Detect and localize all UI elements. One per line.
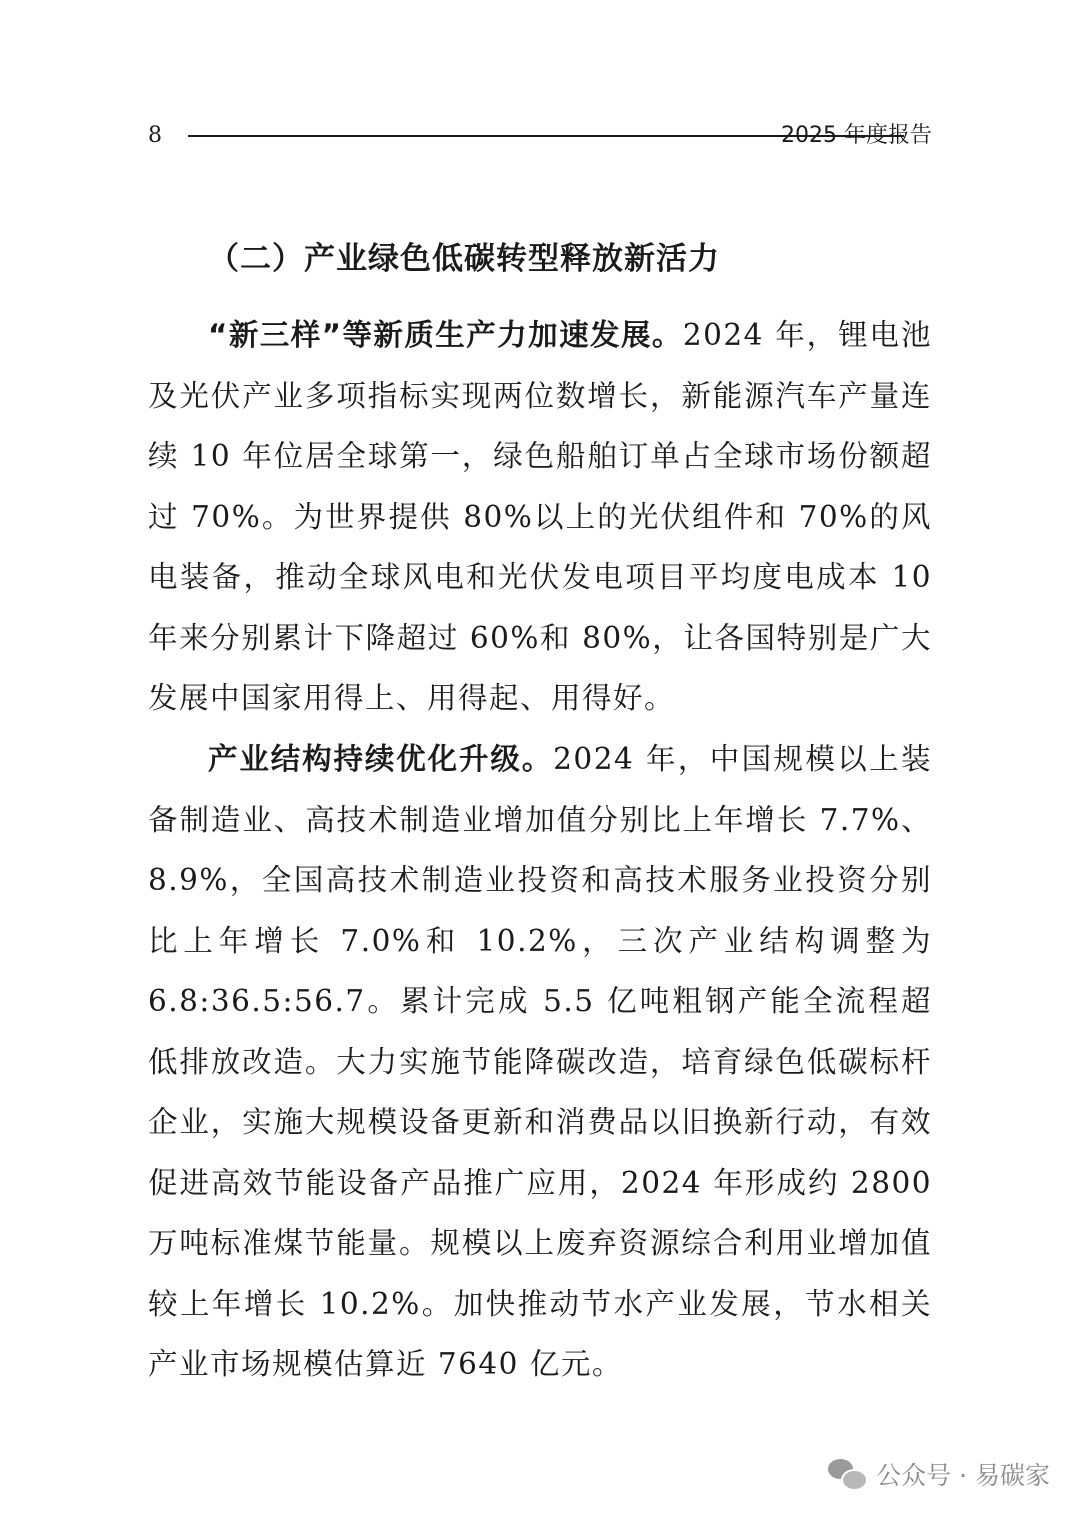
paragraph-industrial-structure (148, 729, 932, 1395)
paragraph-text: 2024 年，中国规模以上装备制造业、高技术制造业增加值分别比上年增长 7.7%、8.9%，全国高技术制造业投资和高技术服务业投资分别比上年增长 7.0%和 10.2%，三次产业结构调整为 6.8:36.5:56.7。累计完成 5.5 亿吨粗钢产能全流程超低排放改造。大力实施节能降碳改造，培育绿色低碳标杆企业，实施大规模设备更新和消费品以旧换新行动，有效促进高效节能设备产品推广应用，2024 年形成约 2800 万吨标准煤节能量。规模以上废弃资源综合利用业增加值较上年增长 10.2%。加快推动节水产业发展，节水相关产业市场规模估算近 7640 亿元。 (148, 742, 932, 1381)
paragraph-lead: 产业结构持续优化升级。 (208, 742, 554, 776)
page-header (148, 118, 932, 154)
wechat-icon (828, 1457, 866, 1491)
paragraph-new-productivity (148, 305, 932, 729)
running-title: 2025 年度报告 (781, 123, 932, 148)
paragraph-text: 2024 年，锂电池及光伏产业多项指标实现两位数增长，新能源汽车产量连续 10 年位居全球第一，绿色船舶订单占全球市场份额超过 70%。为世界提供 80%以上的光伏组件和 70%的风电装备，推动全球风电和光伏发电项目平均度电成本 10 年来分别累计下降超过 60%和 80%，让各国特别是广大发展中国家用得上、用得起、用得好。 (148, 318, 933, 715)
section-heading: （二）产业绿色低碳转型释放新活力 (208, 241, 720, 277)
paragraph-lead: “新三样”等新质生产力加速发展。 (208, 318, 683, 352)
page-number: 8 (148, 123, 162, 148)
watermark-text: 公众号 · 易碳家 (876, 1461, 1050, 1490)
watermark (828, 1452, 1050, 1496)
